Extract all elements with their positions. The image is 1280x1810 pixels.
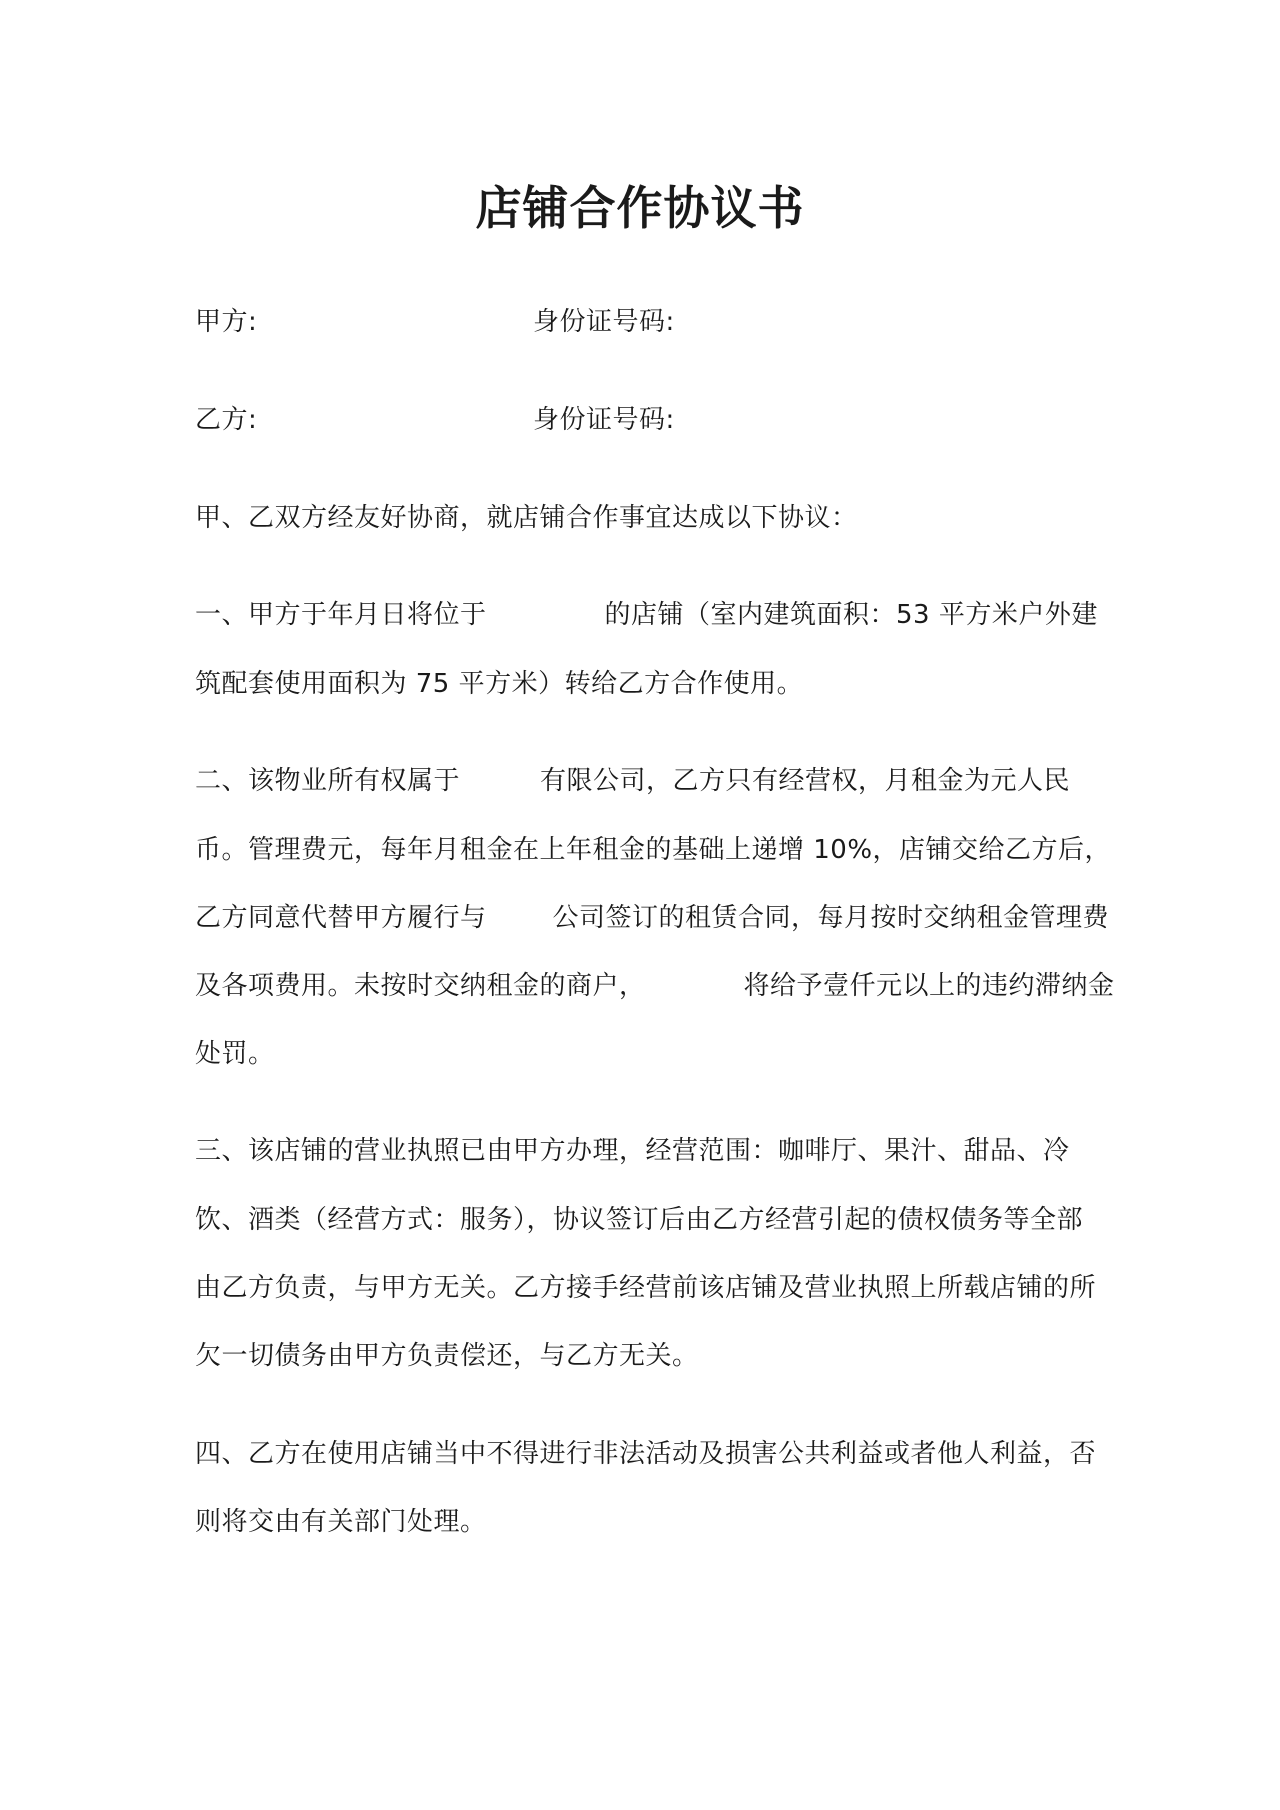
clause-1-line-1-b: 的店铺（室内建筑面积：53 平方米户外建 [604, 600, 1098, 630]
clause-2-line-3-a: 乙方同意代替甲方履行与 [195, 903, 487, 933]
clause-1-line-2: 筑配套使用面积为 75 平方米）转给乙方合作使用。 [195, 669, 804, 699]
document-title: 店铺合作协议书 [475, 181, 805, 235]
intro-paragraph: 甲、乙双方经友好协商，就店铺合作事宜达成以下协议： [195, 503, 858, 533]
clause-1-line-1 [195, 597, 1098, 633]
clause-2-line-2: 币。管理费元，每年月租金在上年租金的基础上递增 10%，店铺交给乙方后， [195, 835, 1112, 865]
clause-2-line-3 [195, 900, 1109, 936]
party-a-id-label: 身份证号码: [533, 307, 675, 337]
clause-2-line-4 [195, 968, 1115, 1004]
clause-4-line-2: 则将交由有关部门处理。 [195, 1507, 487, 1537]
clause-2-line-3-b: 公司签订的租赁合同，每月按时交纳租金管理费 [552, 903, 1110, 933]
clause-2-line-5: 处罚。 [195, 1039, 275, 1069]
clause-1-line-1-a: 一、甲方于年月日将位于 [195, 600, 487, 630]
clause-3-line-3: 由乙方负责，与甲方无关。乙方接手经营前该店铺及营业执照上所载店铺的所 [195, 1273, 1097, 1303]
clause-2-line-4-a: 及各项费用。未按时交纳租金的商户， [195, 971, 646, 1001]
party-a-label: 甲方: [195, 307, 258, 337]
clause-2-line-1 [195, 763, 1070, 799]
clause-2-line-1-a: 二、该物业所有权属于 [195, 766, 461, 796]
clause-2-line-1-b: 有限公司，乙方只有经营权，月租金为元人民 [540, 766, 1071, 796]
clause-3-line-1: 三、该店铺的营业执照已由甲方办理，经营范围：咖啡厅、果汁、甜品、冷 [195, 1136, 1070, 1166]
party-b-id-label: 身份证号码: [533, 405, 675, 435]
clause-3-line-2: 饮、酒类（经营方式：服务），协议签订后由乙方经营引起的债权债务等全部 [195, 1205, 1084, 1235]
clause-3-line-4: 欠一切债务由甲方负责偿还，与乙方无关。 [195, 1341, 699, 1371]
clause-4-line-1: 四、乙方在使用店铺当中不得进行非法活动及损害公共利益或者他人利益，否 [195, 1439, 1097, 1469]
party-b-label: 乙方: [195, 405, 258, 435]
clause-2-line-4-b: 将给予壹仟元以上的违约滞纳金 [743, 971, 1115, 1001]
